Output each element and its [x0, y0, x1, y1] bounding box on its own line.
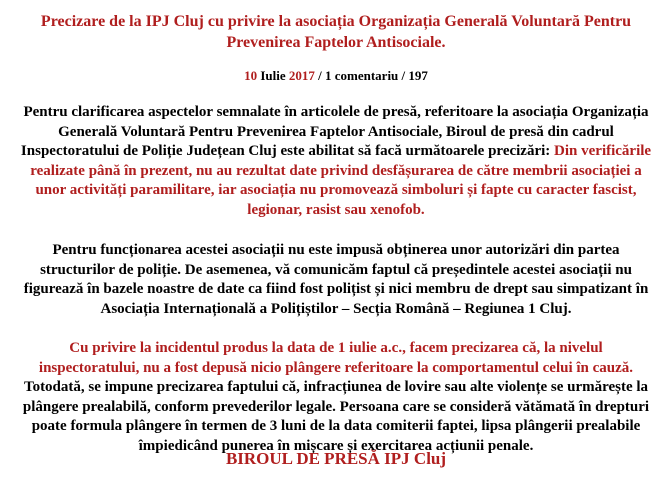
meta-views: 197: [408, 68, 428, 83]
paragraph-1: [18, 103, 654, 220]
article-title: [20, 11, 652, 53]
press-office-signature: BIROUL DE PRESĂ IPJ Cluj: [225, 449, 447, 468]
meta-year: 2017: [288, 68, 315, 83]
meta-separator-1: /: [318, 68, 322, 83]
paragraph-2: Pentru funcționarea acestei asociații nu este impusă obținerea unor autorizări din partea structurilor de poliție. De asemenea, vă comunicăm faptul că președintele acestei asociații nu figurează în bazele noastre de date ca fiind fost polițist și nici membru de drept sau simpatizant în Asociația Internațională a Polițiștilor – Secția Română – Regiunea 1 Cluj.: [23, 242, 649, 317]
meta-separator-2: /: [401, 68, 406, 83]
paragraph-1-highlight: Din verificările realizate până în prezent, nu au rezultat date privind desfășurarea de către membrii asociației a unor activități paramilitare, iar asociația nu promovează simboluri și fapte cu caracter fascist, legionar, rasist sau xenofob.: [30, 143, 652, 218]
meta-comments-link[interactable]: 1 comentariu: [325, 68, 399, 83]
meta-month: Iulie: [260, 68, 286, 83]
title-line-1: Precizare de la IPJ Cluj cu privire la asociația Organizația Generală Voluntară Pentru: [40, 13, 632, 30]
paragraph-3: [18, 339, 654, 456]
meta-day: 10: [244, 68, 258, 83]
article-meta: [0, 68, 672, 84]
paragraph-1-intro: Pentru clarificarea aspectelor semnalate în articolele de presă, referitoare la asociația Organizația Generală Voluntară Pentru Prevenirea Faptelor Antisociale, Biroul de presă din cadrul Inspectoratului de Poliție Județean Cluj este abilitat să facă următoarele precizări:: [20, 104, 649, 159]
paragraph-3-rest: Totodată, se impune precizarea faptului că, infracțiunea de lovire sau alte violențe se urmărește la plângere prealabilă, conform prevederilor legale. Persoana care se consideră vătămată în drepturi poate formula plângere în termen de 3 luni de la data comiterii faptei, lipsa plângerii prealabile împiedicând punerea în mișcare și exercitarea acțiunii penale.: [22, 379, 650, 454]
paragraph-3-highlight: Cu privire la incidentul produs la data de 1 iulie a.c., facem precizarea că, la nivelul inspectoratului, nu a fost depusă nicio plângere referitoare la comportamentul celui în cauză.: [38, 340, 634, 376]
title-line-2: Prevenirea Faptelor Antisociale.: [226, 34, 446, 51]
